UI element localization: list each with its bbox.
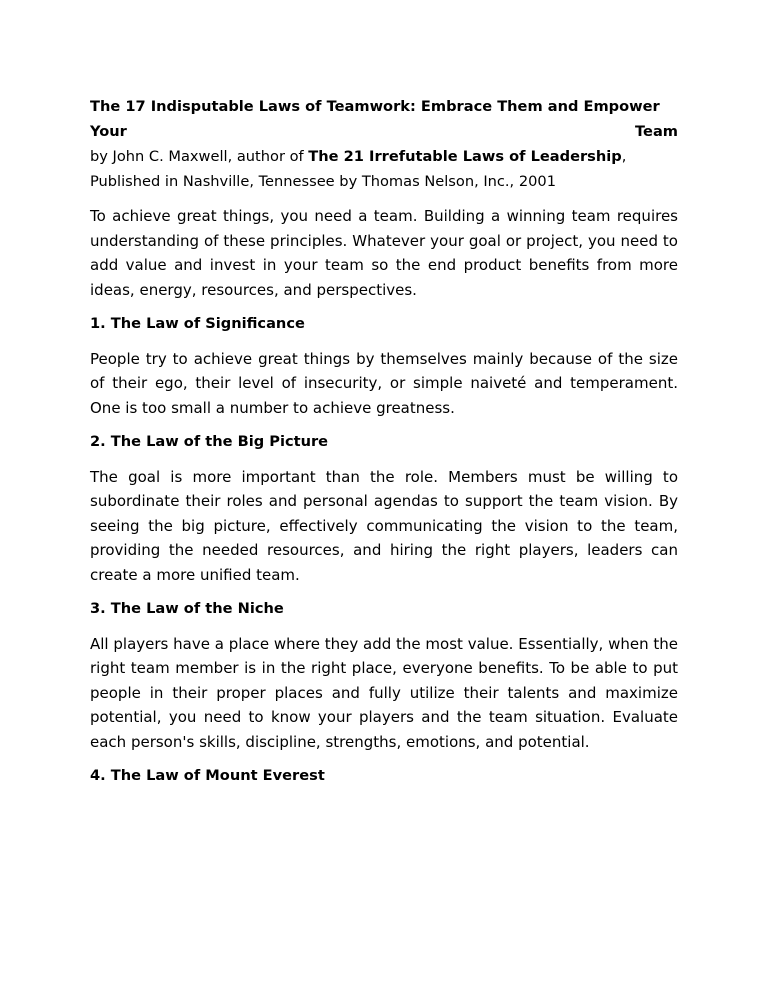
author-byline: [90, 144, 678, 169]
title-word-team: Team: [635, 123, 678, 140]
intro-paragraph: To achieve great things, you need a team. Building a winning team requires understanding of these principles. Whatever your goal or project, you need to add value and invest in your team so the end product benefits from more ideas, energy, resources, and perspectives.: [90, 207, 678, 299]
section-body-2: The goal is more important than the role. Members must be willing to subordinate their roles and personal agendas to support the team vision. By seeing the big picture, effectively communicating the vision to the team, providing the needed resources, and hiring the right players, leaders can create a more unified team.: [90, 467, 678, 584]
byline-book-title: The 21 Irrefutable Laws of Leadership: [308, 148, 622, 165]
document-title-line-1: The 17 Indisputable Laws of Teamwork: Embrace Them and Empower: [90, 98, 660, 115]
section-heading-2: 2. The Law of the Big Picture: [90, 433, 329, 450]
document-title-line-2: [90, 119, 678, 144]
section-heading-1: 1. The Law of Significance: [90, 315, 305, 332]
section-heading-3: 3. The Law of the Niche: [90, 600, 284, 617]
section-heading-4: 4. The Law of Mount Everest: [90, 767, 325, 784]
section-body-3: All players have a place where they add the most value. Essentially, when the right team member is in the right place, everyone benefits. To be able to put people in their proper places and fully utilize their talents and maximize potential, you need to know your players and the team situation. Evaluate each person's skills, discipline, strengths, emotions, and potential.: [90, 634, 678, 751]
document-page: [90, 94, 678, 789]
title-word-your: Your: [90, 123, 127, 140]
section-body-1: People try to achieve great things by themselves mainly because of the size of their ego, their level of insecurity, or simple naiveté and temperament. One is too small a number to achieve greatness.: [90, 349, 678, 417]
publication-info: Published in Nashville, Tennessee by Thomas Nelson, Inc., 2001: [90, 173, 556, 190]
byline-suffix: ,: [621, 148, 627, 165]
byline-prefix: by John C. Maxwell, author of: [90, 148, 309, 165]
